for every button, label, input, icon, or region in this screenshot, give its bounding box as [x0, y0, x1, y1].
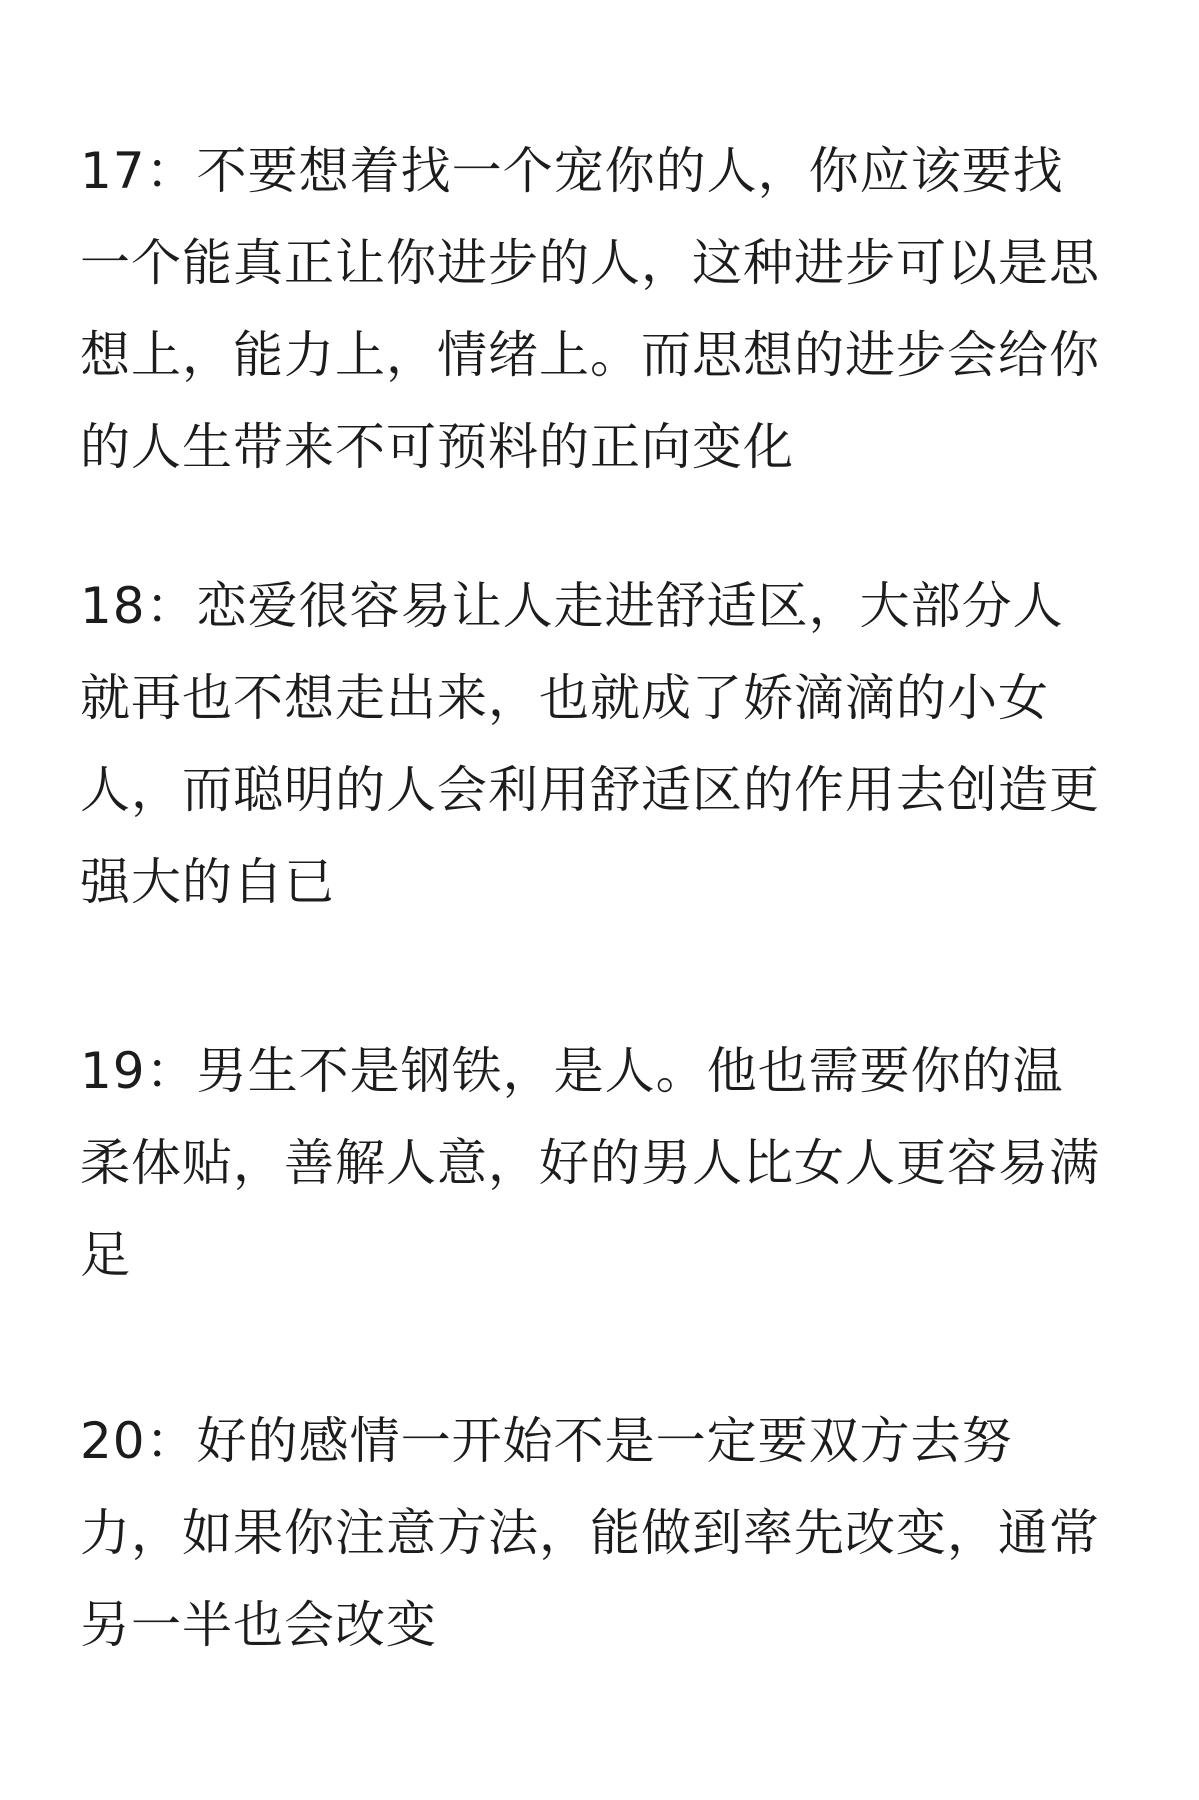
paragraph-line: 一个能真正让你进步的人，这种进步可以是思 — [80, 234, 1100, 292]
paragraph-line: 想上，能力上，情绪上。而思想的进步会给你 — [80, 326, 1100, 384]
paragraph-line: 18：恋爱很容易让人走进舒适区，大部分人 — [80, 577, 1064, 635]
paragraph-line: 另一半也会改变 — [80, 1596, 437, 1654]
paragraph-line: 柔体贴，善解人意，好的男人比女人更容易满 — [80, 1134, 1100, 1192]
paragraph-line: 17：不要想着找一个宠你的人，你应该要找 — [80, 142, 1064, 200]
paragraph-line: 20：好的感情一开始不是一定要双方去努 — [80, 1412, 1013, 1470]
paragraph-19 — [80, 1025, 1125, 1301]
paragraph-line: 人，而聪明的人会利用舒适区的作用去创造更 — [80, 761, 1100, 819]
paragraph-17 — [80, 125, 1125, 493]
paragraph-20 — [80, 1395, 1125, 1671]
paragraph-line: 的人生带来不可预料的正向变化 — [80, 418, 794, 476]
paragraph-line: 强大的自已 — [80, 853, 335, 911]
paragraph-line: 就再也不想走出来，也就成了娇滴滴的小女 — [80, 669, 1049, 727]
paragraph-line: 19：男生不是钢铁，是人。他也需要你的温 — [80, 1042, 1064, 1100]
paragraph-18 — [80, 560, 1125, 928]
paragraph-line: 力，如果你注意方法，能做到率先改变，通常 — [80, 1504, 1100, 1562]
paragraph-line: 足 — [80, 1226, 131, 1284]
